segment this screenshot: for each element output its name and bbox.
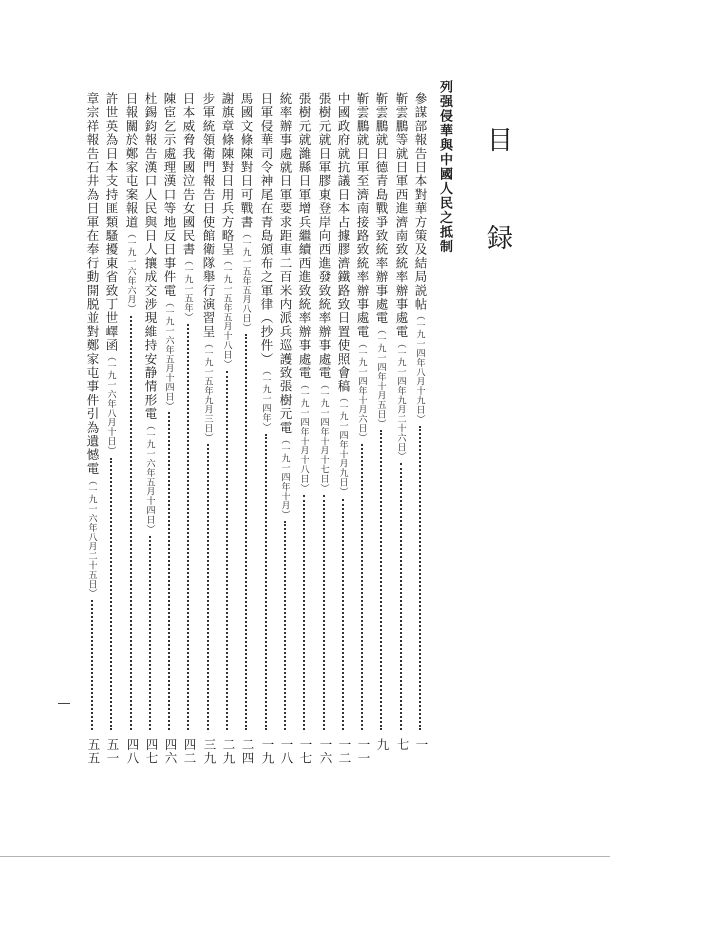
toc-entry-page: 四六 [163, 738, 178, 765]
dot-leader [207, 444, 209, 730]
dot-leader [168, 412, 170, 730]
toc-entry-title: 日軍侵華司令神尾在青島頒布之軍律（抄件） [259, 92, 274, 366]
toc-entry-title: 靳雲鵬就日軍至濟南接路致統率辦事處電 [355, 92, 370, 339]
toc-entry-page: 五一 [105, 738, 120, 765]
toc-entry-page: 五五 [86, 738, 101, 765]
toc-entry-date: （一九一五年） [182, 256, 193, 323]
toc-entry [294, 92, 314, 732]
toc-entry [82, 92, 102, 732]
dot-leader [149, 536, 151, 730]
toc-entry-page: 一二 [337, 738, 352, 765]
toc-entry-page: 一 [414, 738, 429, 752]
toc-entry [198, 92, 218, 732]
toc-entry-page: 四二 [182, 738, 197, 765]
toc-entry-page: 一六 [318, 738, 333, 765]
toc-entry-date: （一九一六年八月十日） [105, 352, 116, 456]
section-heading: 列强侵華與中國人民之抵制 [437, 80, 452, 254]
toc-entry-page: 九 [375, 738, 390, 752]
toc-entry [275, 92, 295, 732]
toc-entry-date: （一九一四年） [260, 366, 271, 432]
toc-entry-date: （一九一四年十月六日） [356, 338, 367, 443]
toc-entry-title: 統率辦事處就日軍要求距車二百米内派兵巡護致張樹元電 [278, 92, 293, 435]
dot-leader [130, 316, 132, 730]
dot-leader [187, 324, 189, 730]
dot-leader [110, 458, 112, 730]
toc-entry-page: 二四 [240, 738, 255, 765]
dot-leader [284, 521, 286, 730]
toc-entry-title: 參謀部報告日本對華方策及結局説帖 [413, 92, 428, 312]
dot-leader [245, 334, 247, 730]
toc-title-char-2: 録 [486, 224, 513, 254]
toc-entry-date: （一九一六年八月二十五日） [86, 475, 97, 598]
page-marker [58, 703, 70, 704]
toc-entry [333, 92, 353, 732]
toc-entry-page: 三九 [202, 738, 217, 765]
toc-entry-date: （一九一六年五月十四日） [144, 420, 155, 534]
toc-entry-title: 許世英為日本支持匪類騷擾東省致丁世嶧函 [104, 92, 119, 353]
toc-entry-title: 日報關於鄭家屯案報道 [124, 92, 139, 229]
toc-entry-date: （一九一六年六月） [125, 229, 136, 314]
toc-entry [140, 92, 160, 732]
dot-leader [342, 499, 344, 730]
dot-leader [361, 444, 363, 730]
toc-entry-page: 七 [395, 738, 410, 752]
toc-entry [371, 92, 391, 732]
toc-entry-date: （一九一五年九月三日） [202, 338, 213, 443]
toc-entry-title: 靳雲鵬等就日軍西進濟南致統率辦事處電 [394, 92, 409, 339]
toc-entry [101, 92, 121, 732]
toc-entry-date: （一九一四年九月二十六日） [395, 338, 406, 461]
toc-entry-date: （一九一四年十月十八日） [298, 379, 309, 493]
dot-leader [226, 371, 228, 730]
toc-entry-title: 靳雲鵬就日德青島戰爭致統率辦事處電 [374, 92, 389, 325]
toc-entry-date: （一九一四年十月九日） [337, 393, 348, 497]
toc-entry-title: 步軍統領衛門報告日使館衛隊舉行演習呈 [201, 92, 216, 339]
toc-entry-page: 一七 [298, 738, 313, 765]
toc-entry [236, 92, 256, 732]
toc-entry-date: （一九一五年五月十八日） [221, 256, 232, 370]
toc-entry-title: 中國政府就抗議日本占據膠濟鐵路致日置使照會稿 [336, 92, 351, 394]
dot-leader [303, 495, 305, 730]
dot-leader [419, 426, 421, 730]
dot-leader [400, 463, 402, 730]
toc-entry [159, 92, 179, 732]
dot-leader [323, 495, 325, 730]
toc-entry [178, 92, 198, 732]
toc-entry-date: （一九一四年十月） [279, 434, 290, 520]
dot-leader [265, 434, 267, 730]
toc-entry-page: 二九 [221, 738, 236, 765]
toc-entry-title: 張樹元就濰縣日軍增兵繼續西進致統率辦事處電 [297, 92, 312, 380]
toc-entry-title: 章宗祥報告石井為日軍在奉行動開脱並對鄭家屯事件引為遺憾電 [85, 92, 100, 476]
dot-leader [91, 600, 93, 730]
toc-entry-page: 四七 [144, 738, 159, 765]
dot-leader [380, 430, 382, 730]
toc-entry [391, 92, 411, 732]
toc-entry [314, 92, 334, 732]
toc-entry [410, 92, 430, 732]
toc-entry-title: 馬國文條陳對日可戰書 [239, 92, 254, 229]
toc-entry-page: 四八 [125, 738, 140, 765]
toc-entry-title: 杜錫鈞報告漢口人民與日人攘成交涉現維持安静情形電 [143, 92, 158, 421]
toc-entry-date: （一九一四年十月五日） [375, 324, 386, 429]
toc-entry-date: （一九一四年八月十九日） [414, 311, 425, 425]
toc-entry-page: 一八 [279, 738, 294, 765]
toc-entry [256, 92, 276, 732]
toc-entry-title: 陳宦乞示處理漢口等地反日事件電 [162, 92, 177, 298]
scan-edge-line [0, 856, 610, 857]
toc-entry-date: （一九一四年十月十七日） [318, 379, 329, 493]
toc-entry-page: 一一 [356, 738, 371, 765]
toc-entry-title: 日本威脅我國泣告女國民書 [181, 92, 196, 257]
toc-entry-date: （一九一六年五月十四日） [163, 297, 174, 411]
toc-entry-title: 謝旗章條陳對日用兵方略呈 [220, 92, 235, 257]
toc-entry [121, 92, 141, 732]
toc-entry [217, 92, 237, 732]
toc-entry-title: 張樹元就日軍膠東登岸向西進發致統率辦事處電 [317, 92, 332, 380]
toc-entry-date: （一九一五年五月八日） [240, 229, 251, 333]
toc-entry-page: 一九 [260, 738, 275, 765]
toc-entry [352, 92, 372, 732]
toc-title-char-1: 目 [486, 126, 513, 156]
